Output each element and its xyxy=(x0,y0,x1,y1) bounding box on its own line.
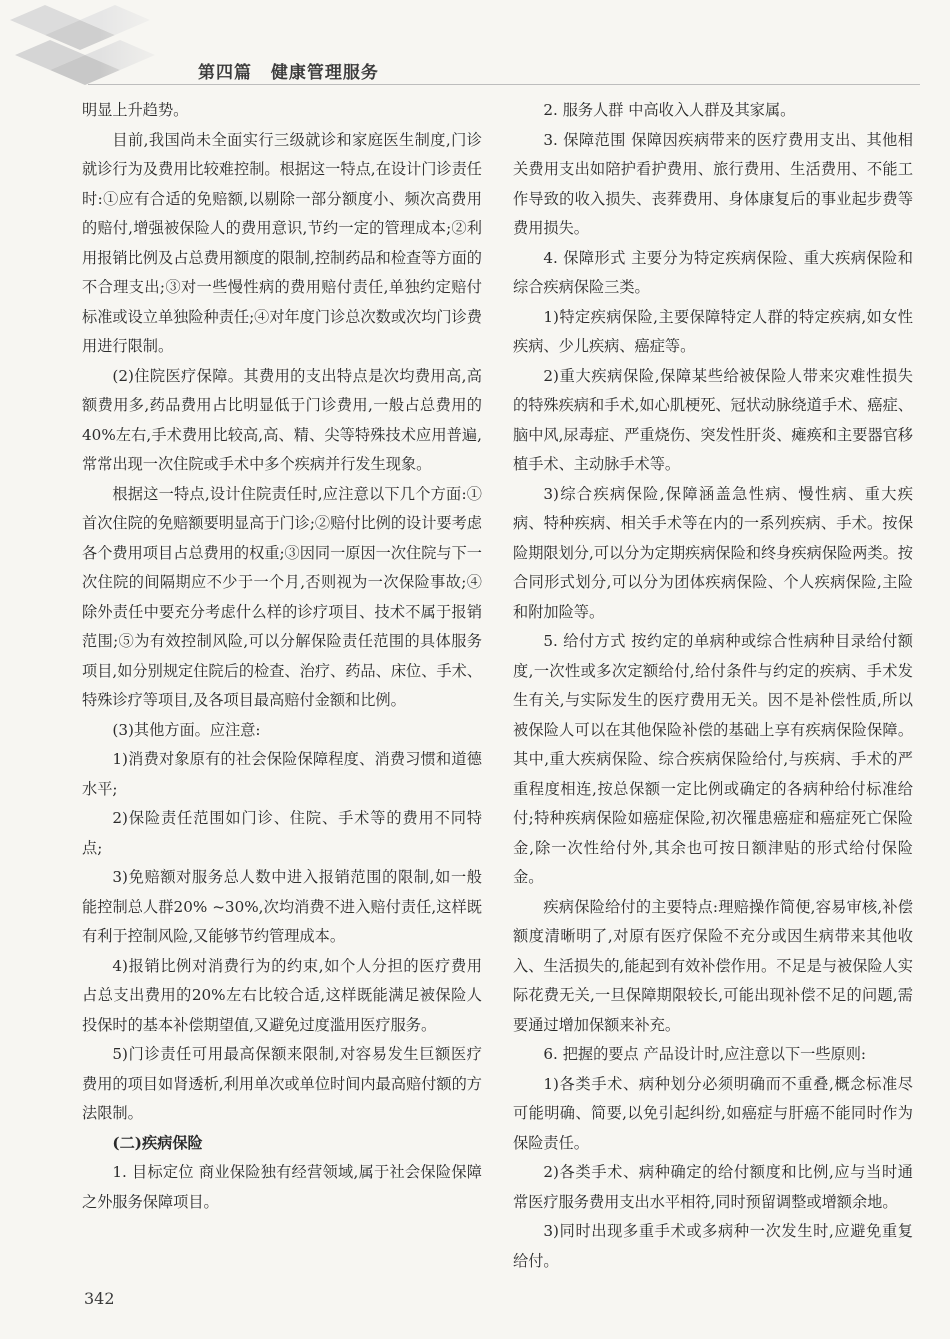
paragraph: 1)各类手术、病种划分必须明确而不重叠,概念标准尽可能明确、简要,以免引起纠纷,如癌症与肝癌不能同时作为保险责任。 xyxy=(513,1074,913,1152)
section-title: 健康管理服务 xyxy=(270,63,379,83)
right-column xyxy=(513,96,913,1276)
paragraph: 5)门诊责任可用最高保额来限制,对容易发生巨额医疗费用的项目如肾透析,利用单次或单位时间内最高赔付额的方法限制。 xyxy=(82,1045,482,1122)
left-column xyxy=(82,96,482,1217)
paragraph: 明显上升趋势。 xyxy=(82,101,189,119)
paragraph: 根据这一特点,设计住院责任时,应注意以下几个方面:①首次住院的免赔额要明显高于门诊;②赔付比例的设计要考虑各个费用项目占总费用的权重;③因同一原因一次住院与下一次住院的间隔期应不少于一个月,否则视为一次保险事故;④除外责任中要充分考虑什么样的诊疗项目、技术不属于报销范围;⑤为有效控制风险,可以分解保险责任范围的具体服务项目,如分别规定住院后的检查、治疗、药品、床位、手术、特殊诊疗等项目,及各项目最高赔付金额和比例。 xyxy=(82,484,482,709)
paragraph: 1)消费对象原有的社会保险保障程度、消费习惯和道德水平; xyxy=(82,750,482,798)
paragraph: 3)综合疾病保险,保障涵盖急性病、慢性病、重大疾病、特种疾病、相关手术等在内的一系列疾病、手术。按保险期限划分,可以分为定期疾病保险和终身疾病保险两类。按合同形式划分,可以分为团体疾病保险、个人疾病保险,主险和附加险等。 xyxy=(513,484,913,621)
page-number: 342 xyxy=(84,1289,115,1308)
page-header xyxy=(0,0,950,90)
paragraph: 2)保险责任范围如门诊、住院、手术等的费用不同特点; xyxy=(82,809,482,857)
paragraph: 1. 目标定位 商业保险独有经营领域,属于社会保险保障之外服务保障项目。 xyxy=(82,1163,482,1211)
running-header xyxy=(198,58,391,83)
paragraph: 3. 保障范围 保障因疾病带来的医疗费用支出、其他相关费用支出如陪护看护费用、旅行费用、生活费用、不能工作导致的收入损失、丧葬费用、身体康复后的事业起步费等费用损失。 xyxy=(513,130,913,237)
header-divider xyxy=(88,84,920,85)
paragraph: 4. 保障形式 主要分为特定疾病保险、重大疾病保险和综合疾病保险三类。 xyxy=(513,248,913,296)
paragraph: 疾病保险给付的主要特点:理赔操作简便,容易审核,补偿额度清晰明了,对原有医疗保险不充分或因生病带来其他收入、生活损失的,能起到有效补偿作用。不足是与被保险人实际花费无关,一旦保障期限较长,可能出现补偿不足的问题,需要通过增加保额来补充。 xyxy=(513,897,913,1034)
paragraph: 3)同时出现多重手术或多病种一次发生时,应避免重复给付。 xyxy=(513,1222,913,1270)
paragraph: 2. 服务人群 中高收入人群及其家属。 xyxy=(543,101,796,119)
paragraph: 5. 给付方式 按约定的单病种或综合性病种目录给付额度,一次性或多次定额给付,给付条件与约定的疾病、手术发生有关,与实际发生的医疗费用无关。因不是补偿性质,所以被保险人可以在其他保险补偿的基础上享有疾病保险保障。其中,重大疾病保险、综合疾病保险给付,与疾病、手术的严重程度相连,按总保额一定比例或确定的各病种给付标准给付;特种疾病保险如癌症保险,初次罹患癌症和癌症死亡保险金,除一次性给付外,其余也可按日额津贴的形式给付保险金。 xyxy=(513,632,913,886)
paragraph: 2)重大疾病保险,保障某些给被保险人带来灾难性损失的特殊疾病和手术,如心肌梗死、冠状动脉绕道手术、癌症、脑中风,尿毒症、严重烧伤、突发性肝炎、瘫痪和主要器官移植手术、主动脉手术等。 xyxy=(513,366,913,473)
paragraph: 6. 把握的要点 产品设计时,应注意以下一些原则: xyxy=(543,1045,867,1063)
paragraph: 目前,我国尚未全面实行三级就诊和家庭医生制度,门诊就诊行为及费用比较难控制。根据这一特点,在设计门诊责任时:①应有合适的免赔额,以剔除一部分额度小、频次高费用的赔付,增强被保险人的费用意识,节约一定的管理成本;②利用报销比例及占总费用额度的限制,控制药品和检查等方面的不合理支出;③对一些慢性病的费用赔付责任,单独约定赔付标准或设立单独险种责任;④对年度门诊总次数或次均门诊费用进行限制。 xyxy=(82,130,482,355)
paragraph: (3)其他方面。应注意: xyxy=(112,720,261,739)
paragraph: 4)报销比例对消费行为的约束,如个人分担的医疗费用占总支出费用的20%左右比较合适,这样既能满足被保险人投保时的基本补偿期望值,又避免过度滥用医疗服务。 xyxy=(82,956,482,1034)
paragraph: 1)特定疾病保险,主要保障特定人群的特定疾病,如女性疾病、少儿疾病、癌症等。 xyxy=(513,307,913,355)
subsection-heading: (二)疾病保险 xyxy=(112,1133,203,1152)
decorative-cube-pattern xyxy=(0,0,180,90)
part-label: 第四篇 xyxy=(198,63,252,83)
paragraph: (2)住院医疗保障。其费用的支出特点是次均费用高,高额费用多,药品费用占比明显低于门诊费用,一般占总费用的40%左右,手术费用比较高,高、精、尖等特殊技术应用普遍,常常出现一次住院或手术中多个疾病并行发生现象。 xyxy=(82,366,482,473)
paragraph: 2)各类手术、病种确定的给付额度和比例,应与当时通常医疗服务费用支出水平相符,同时预留调整或增额余地。 xyxy=(513,1163,913,1211)
paragraph: 3)免赔额对服务总人数中进入报销范围的限制,如一般能控制总人群20% ~30%,次均消费不进入赔付责任,这样既有利于控制风险,又能够节约管理成本。 xyxy=(82,868,482,945)
